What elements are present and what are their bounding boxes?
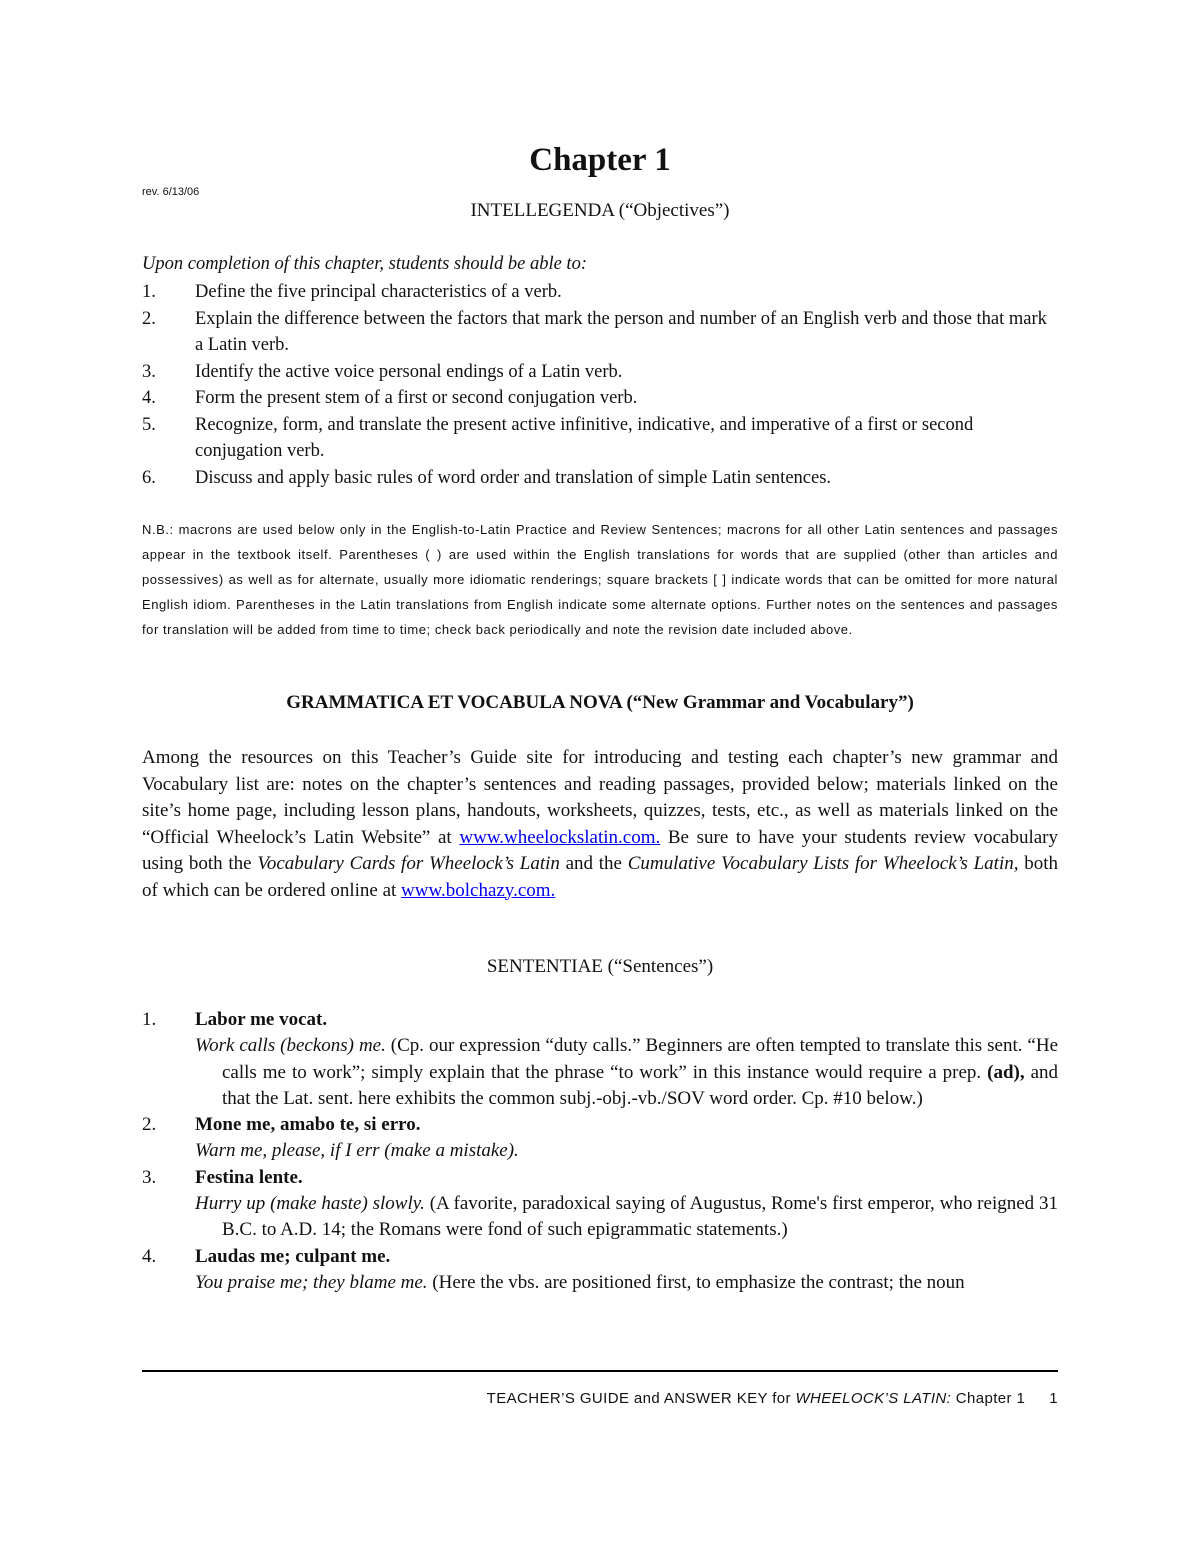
item-number: 5. bbox=[142, 414, 156, 435]
note: (Here the vbs. are positioned first, to emphasize the contrast; the noun bbox=[427, 1271, 965, 1293]
book-title: Vocabulary Cards for Wheelock’s Latin bbox=[257, 853, 560, 874]
book-title: Cumulative Vocabulary Lists for Wheelock’s Latin, bbox=[627, 853, 1019, 874]
item-number: 6. bbox=[142, 467, 156, 488]
grammar-heading: GRAMMATICA ET VOCABULA NOVA (“New Grammar and Vocabulary”) bbox=[286, 692, 914, 713]
objectives-heading: INTELLEGENDA (“Objectives”) bbox=[470, 200, 730, 221]
translation: Hurry up (make haste) slowly. bbox=[195, 1193, 425, 1215]
translation-line bbox=[195, 1138, 1058, 1164]
latin-sentence: Labor me vocat. bbox=[195, 1009, 328, 1030]
list-item bbox=[142, 412, 1058, 465]
item-text: Form the present stem of a first or second conjugation verb. bbox=[195, 388, 638, 408]
document-page bbox=[142, 0, 1058, 1553]
item-text: Recognize, form, and translate the present active infinitive, indicative, and imperative of a first or second conjugation verb. bbox=[195, 414, 974, 461]
list-item bbox=[142, 359, 1058, 386]
page-number: 1 bbox=[1049, 1390, 1058, 1407]
translation-line bbox=[195, 1191, 1058, 1244]
item-number: 4. bbox=[142, 388, 156, 408]
list-item bbox=[142, 465, 1058, 492]
sentences-list bbox=[142, 1007, 1058, 1296]
latin-sentence: Mone me, amabo te, si erro. bbox=[195, 1114, 421, 1136]
note: (A favorite, paradoxical saying of Augustus, Rome's first emperor, who reigned 31 B.C. to A.D. 14; the Romans were fond of such epigrammatic statements.) bbox=[222, 1193, 1058, 1241]
note: and that the Lat. sent. here exhibits the common subj.-obj.-vb./SOV word order. Cp. #10 below.) bbox=[222, 1061, 1058, 1109]
sentence-number: 3. bbox=[142, 1166, 157, 1188]
translation-line bbox=[195, 1033, 1058, 1112]
item-number: 3. bbox=[142, 361, 156, 382]
objectives-list bbox=[142, 279, 1058, 491]
chapter-title: Chapter 1 bbox=[529, 142, 671, 178]
footer-book-title: WHEELOCK’S LATIN: bbox=[795, 1390, 952, 1407]
grammar-paragraph bbox=[142, 745, 1058, 904]
translation-line bbox=[195, 1270, 1058, 1296]
latin-sentence: Festina lente. bbox=[195, 1166, 303, 1188]
sentence-item bbox=[142, 1007, 1058, 1112]
paragraph-text: both of which can be ordered online at bbox=[142, 853, 1058, 901]
translation: Warn me, please, if I err (make a mistake). bbox=[195, 1140, 519, 1162]
paragraph-text: and the bbox=[559, 853, 628, 874]
sentence-number: 2. bbox=[142, 1114, 157, 1136]
note: (Cp. our expression “duty calls.” Beginners are often tempted to translate this sent. “He calls me to work”; simply explain that the phrase “to work” in this instance would require a prep. bbox=[222, 1035, 1059, 1083]
paragraph-text: Among the resources on this Teacher’s Guide site for introducing and testing each chapter’s new grammar and Vocabulary list are: notes on the chapter’s sentences and reading passages, provided below; materials linked on the site’s home page, including lesson plans, handouts, worksheets, quizzes, tests, etc., as well as materials linked on the “Official Wheelock’s Latin Website” at bbox=[142, 747, 1058, 848]
item-number: 2. bbox=[142, 308, 156, 329]
nb-note: N.B.: macrons are used below only in the English-to-Latin Practice and Review Sentences; macrons for all other Latin sentences and passages appear in the textbook itself. Parentheses ( ) are used within the English translations for words that are supplied (other than articles and possessives) as well as for alternate, usually more idiomatic renderings; square brackets [ ] indicate words that can be omitted for more natural English idiom. Parentheses in the Latin translations from English indicate some alternate options. Further notes on the sentences and passages for translation will be added from time to time; check back periodically and note the revision date included above. bbox=[142, 522, 1058, 637]
translation: You praise me; they blame me. bbox=[195, 1271, 428, 1293]
sentence-item bbox=[142, 1165, 1058, 1244]
item-text: Explain the difference between the factors that mark the person and number of an English verb and those that mark a Latin verb. bbox=[195, 308, 1047, 355]
sentence-item bbox=[142, 1244, 1058, 1297]
sentences-heading: SENTENTIAE (“Sentences”) bbox=[486, 956, 714, 977]
list-item bbox=[142, 306, 1058, 359]
revision-date: rev. 6/13/06 bbox=[142, 186, 200, 198]
sentence-item bbox=[142, 1112, 1058, 1165]
sentence-number: 4. bbox=[142, 1245, 157, 1267]
item-text: Identify the active voice personal endings of a Latin verb. bbox=[195, 361, 623, 382]
list-item bbox=[142, 385, 1058, 412]
wheelockslatin-link[interactable]: www.wheelockslatin.com. bbox=[459, 826, 661, 848]
paragraph-text: Be sure to have your students review vocabulary using both the bbox=[142, 826, 1058, 874]
sentence-number: 1. bbox=[142, 1009, 157, 1030]
note-bold: (ad), bbox=[987, 1061, 1025, 1083]
item-text: Discuss and apply basic rules of word order and translation of simple Latin sentences. bbox=[195, 467, 832, 488]
item-number: 1. bbox=[142, 282, 156, 302]
list-item bbox=[142, 279, 1058, 306]
footer-divider bbox=[142, 1370, 1058, 1372]
bolchazy-link[interactable]: www.bolchazy.com. bbox=[401, 879, 556, 901]
page-footer bbox=[487, 1390, 1058, 1407]
footer-text: TEACHER’S GUIDE and ANSWER KEY for bbox=[486, 1390, 796, 1407]
item-text: Define the five principal characteristics of a verb. bbox=[195, 282, 562, 302]
latin-sentence: Laudas me; culpant me. bbox=[195, 1245, 391, 1267]
footer-text: Chapter 1 bbox=[951, 1390, 1026, 1407]
translation: Work calls (beckons) me. bbox=[195, 1035, 386, 1057]
objectives-intro: Upon completion of this chapter, students should be able to: bbox=[142, 254, 587, 274]
